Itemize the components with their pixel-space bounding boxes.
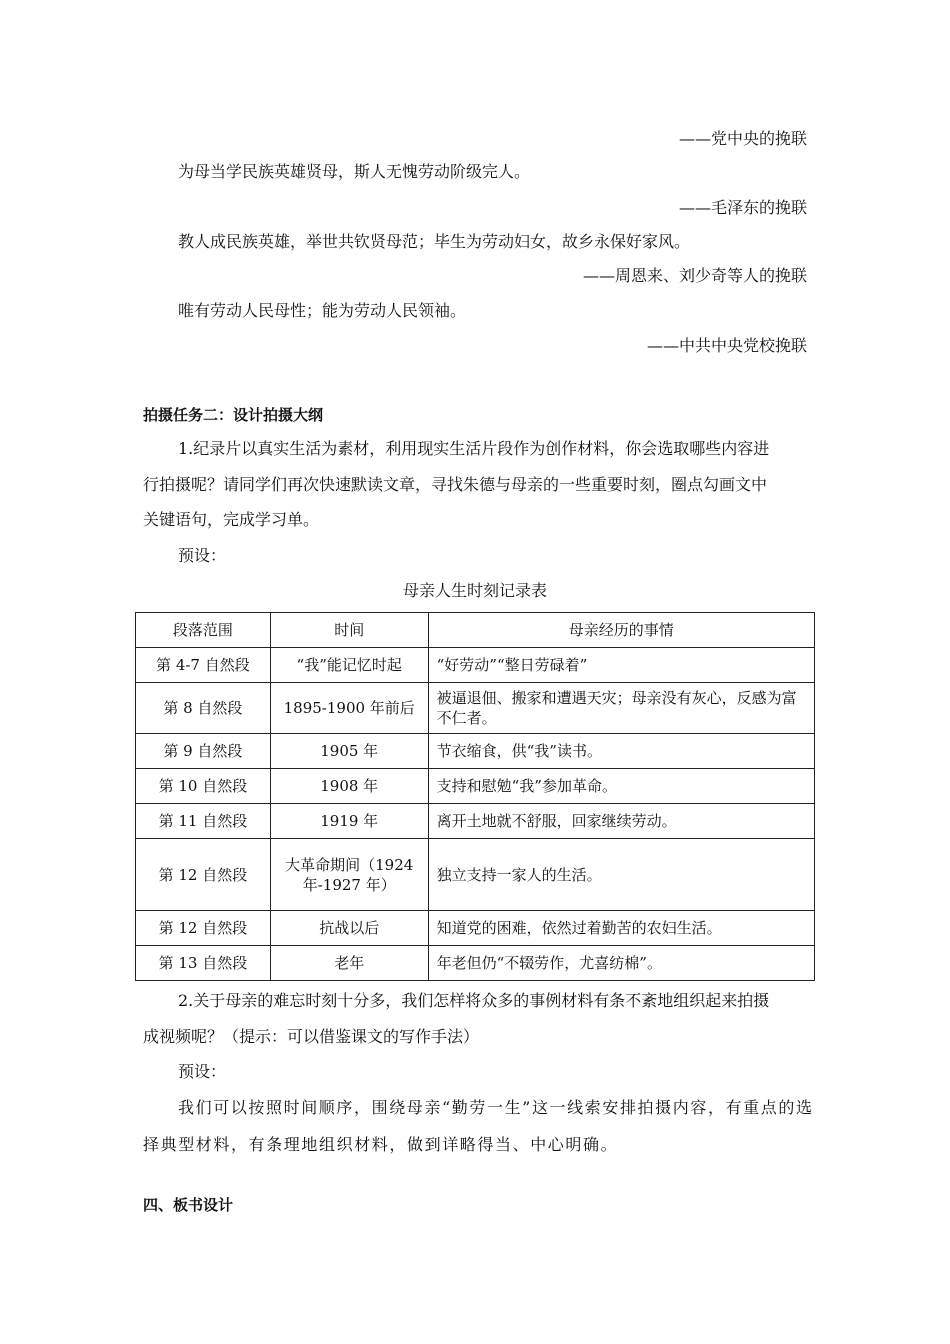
row-event: 支持和慰勉“我”参加革命。 [428,769,814,804]
task2-q1-line-3: 关键语句，完成学习单。 [143,510,320,529]
table-row [136,734,815,769]
row-time: “我”能记忆时起 [270,648,428,683]
mother-moments-table [135,612,815,981]
row-time: 1905 年 [270,734,428,769]
row-event: 被逼退佃、搬家和遭遇天灾；母亲没有灰心，反感为富不仁者。 [428,683,814,734]
row-para: 第 8 自然段 [136,683,271,734]
header-event: 母亲经历的事情 [428,613,814,648]
task2-heading: 拍摄任务二：设计拍摄大纲 [143,406,324,424]
row-para: 第 13 自然段 [136,946,271,981]
row-time: 1895-1900 年前后 [270,683,428,734]
table-header-row [136,613,815,648]
task2-answer-line-2: 择典型材料，有条理地组织材料，做到详略得当、中心明确。 [143,1135,619,1154]
row-event: 知道党的困难，依然过着勤苦的农妇生活。 [428,911,814,946]
row-event: 离开土地就不舒服，回家继续劳动。 [428,804,814,839]
task2-answer-line-1: 我们可以按照时间顺序，围绕母亲“勤劳一生”这一线索安排拍摄内容，有重点的选 [178,1098,814,1117]
table-title: 母亲人生时刻记录表 [402,581,547,600]
row-time: 1908 年 [270,769,428,804]
row-para: 第 10 自然段 [136,769,271,804]
table-row [136,683,815,734]
couplet-text-4: 唯有劳动人民母性；能为劳动人民领袖。 [178,301,467,320]
task2-q1-line-1: 1.纪录片以真实生活为素材，利用现实生活片段作为创作材料，你会选取哪些内容进 [178,439,770,458]
row-para: 第 9 自然段 [136,734,271,769]
row-para: 第 4-7 自然段 [136,648,271,683]
row-event: 节衣缩食，供“我”读书。 [428,734,814,769]
table-row [136,769,815,804]
task2-q2-line-1: 2.关于母亲的难忘时刻十分多，我们怎样将众多的事例材料有条不紊地组织起来拍摄 [178,991,770,1010]
header-para: 段落范围 [136,613,271,648]
row-time: 老年 [270,946,428,981]
table-row [136,648,815,683]
row-event: 独立支持一家人的生活。 [428,839,814,911]
task2-q1-line-2: 行拍摄呢？请同学们再次快速默读文章，寻找朱德与母亲的一些重要时刻，圈点勾画文中 [143,475,768,494]
table-row [136,911,815,946]
row-para: 第 12 自然段 [136,839,271,911]
row-time: 1919 年 [270,804,428,839]
row-para: 第 12 自然段 [136,911,271,946]
row-time: 大革命期间（1924 年-1927 年） [270,839,428,911]
table-row [136,839,815,911]
row-time: 抗战以后 [270,911,428,946]
row-event: “好劳动”“整日劳碌着” [428,648,814,683]
couplet-attribution-2: ——毛泽东的挽联 [678,198,807,217]
task2-preset-label: 预设： [178,546,227,565]
table-row [136,946,815,981]
table-row [136,804,815,839]
task2-q2-line-2: 成视频呢？（提示：可以借鉴课文的写作手法） [143,1027,480,1046]
row-para: 第 11 自然段 [136,804,271,839]
couplet-text-2: 为母当学民族英雄贤母，斯人无愧劳动阶级完人。 [178,162,531,181]
couplet-attribution-3: ——周恩来、刘少奇等人的挽联 [582,266,807,285]
section4-heading: 四、板书设计 [143,1196,234,1214]
task2-preset-label-2: 预设： [178,1062,227,1081]
row-event: 年老但仍“不辍劳作，尤喜纺棉”。 [428,946,814,981]
couplet-attribution-4: ——中共中央党校挽联 [646,336,807,355]
header-time: 时间 [270,613,428,648]
couplet-attribution-1: ——党中央的挽联 [678,129,807,148]
couplet-text-3: 教人成民族英雄，举世共钦贤母范；毕生为劳动妇女，故乡永保好家风。 [178,232,691,251]
